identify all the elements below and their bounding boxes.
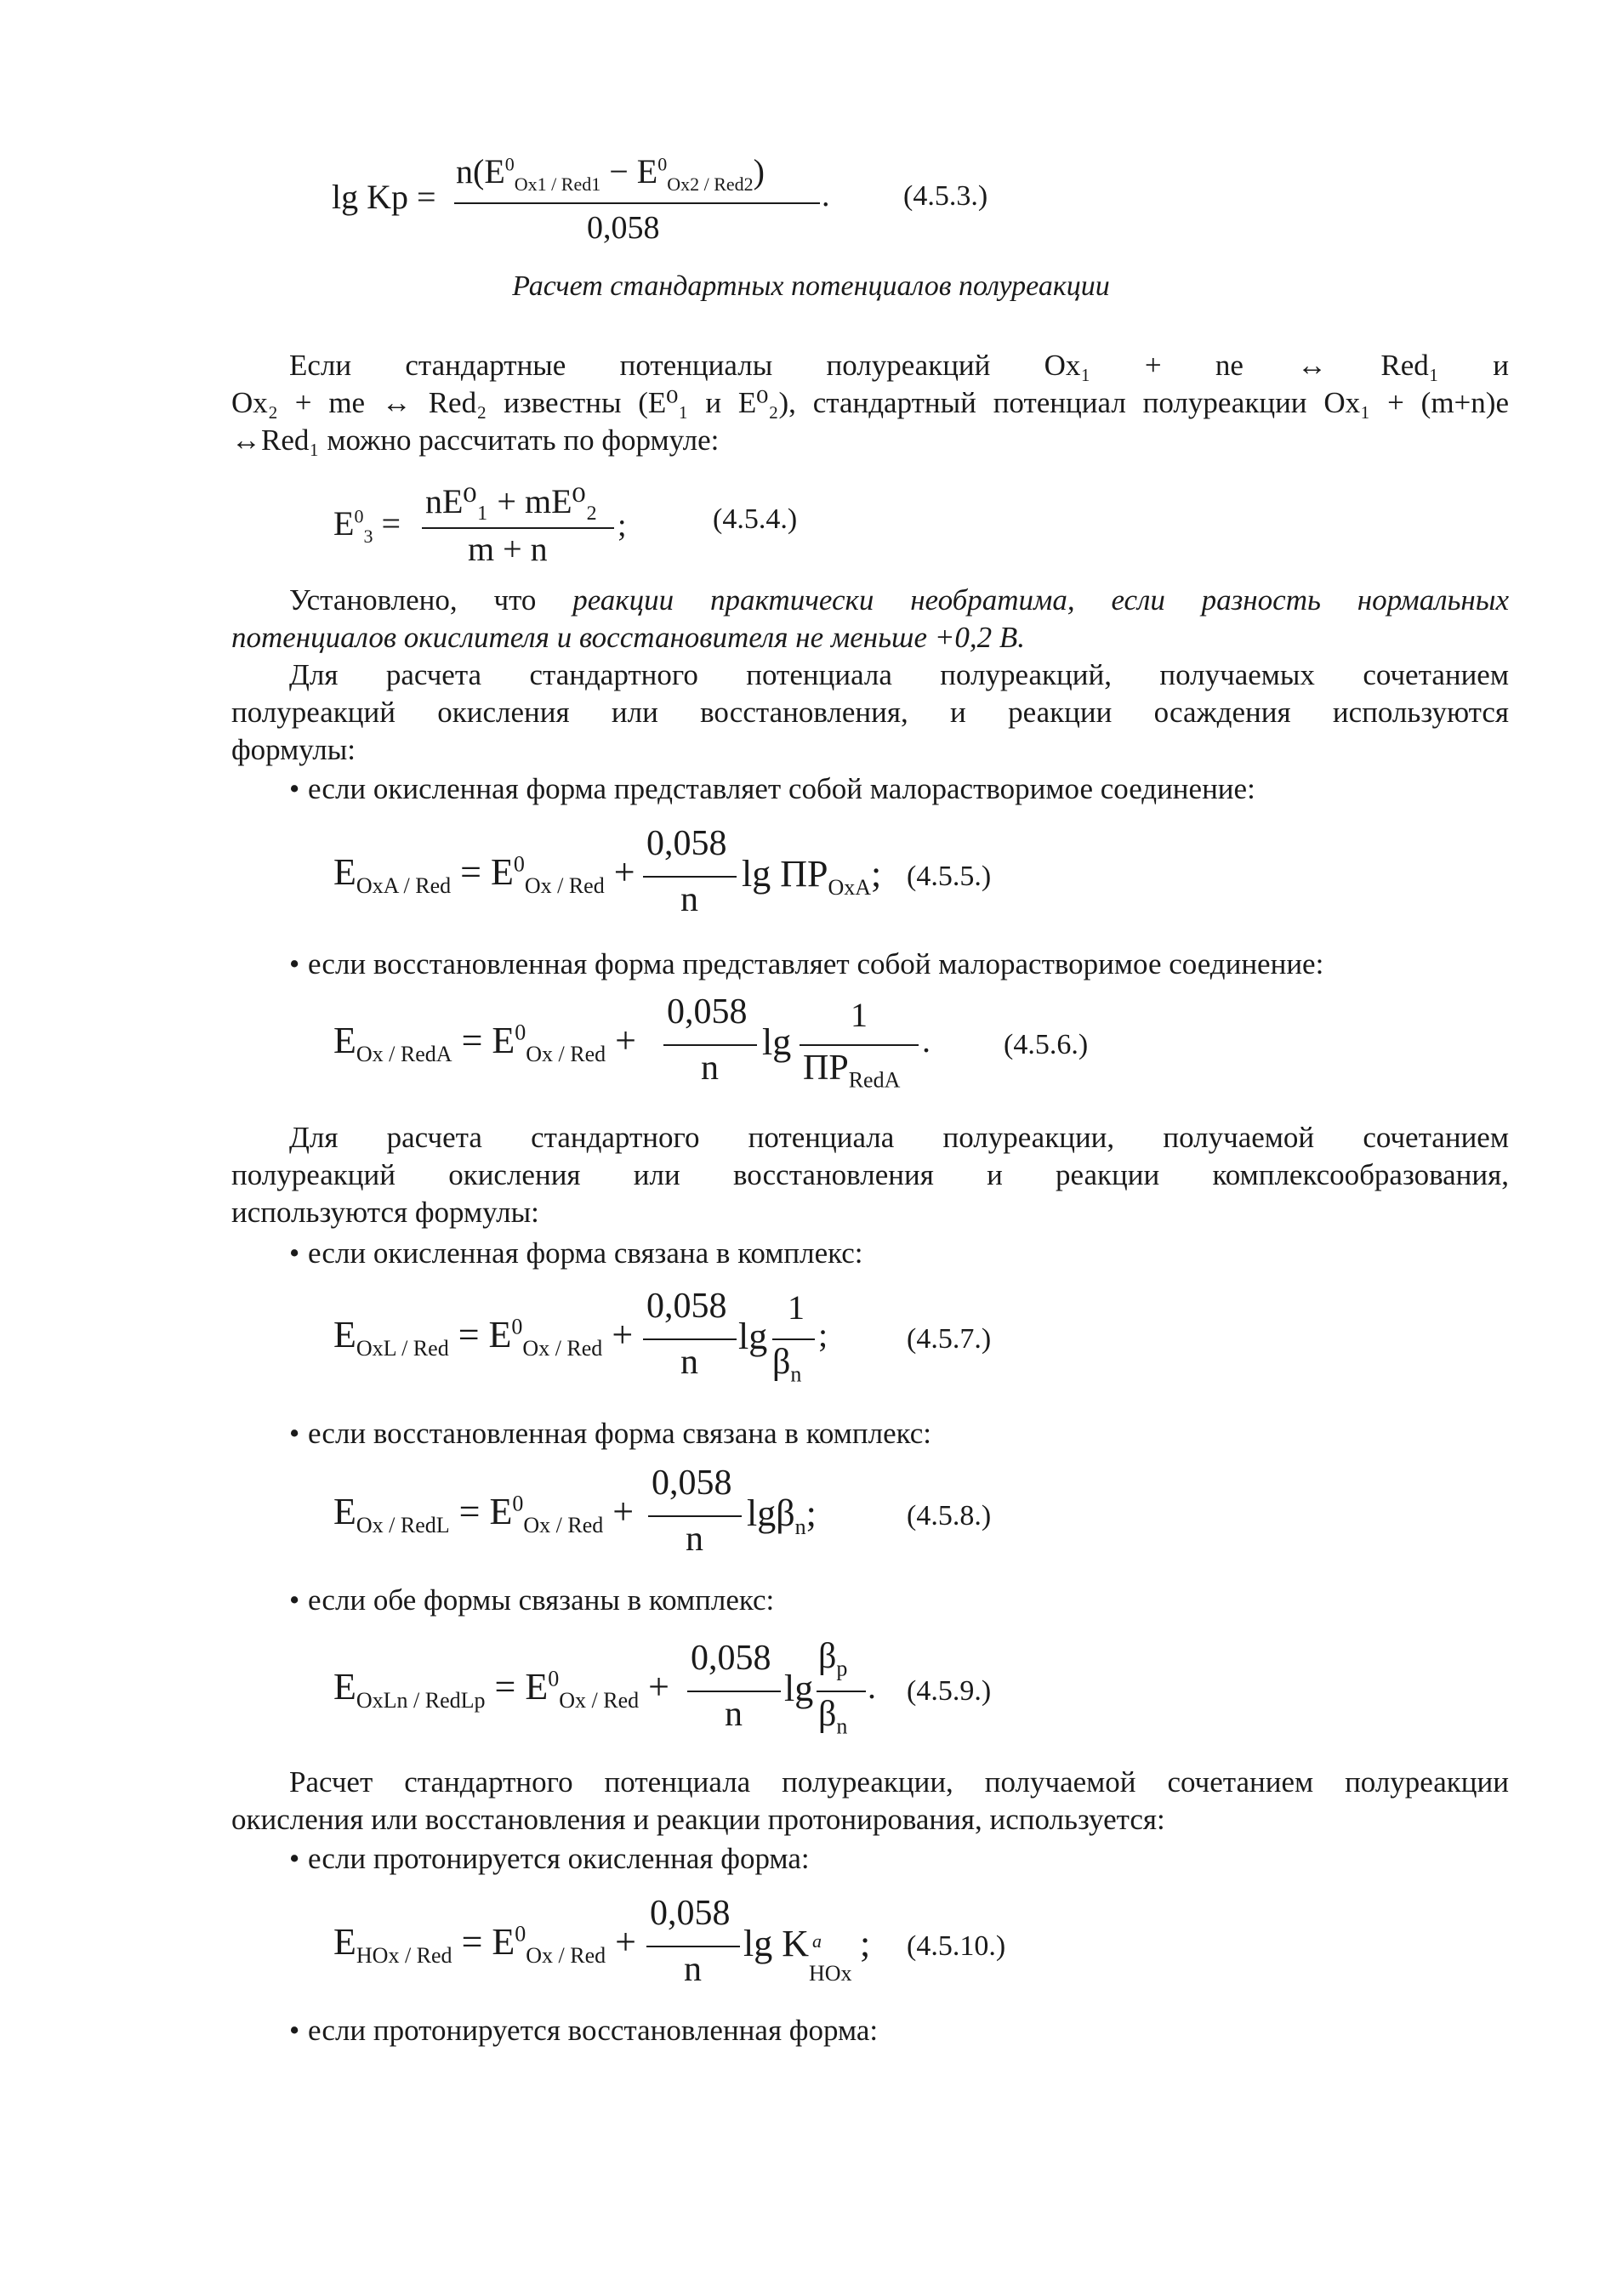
eq-denominator: m + n [468, 530, 548, 568]
eq-numerator: 0,058 [650, 1894, 731, 1933]
paragraph-line: Установлено, что реакции практически необратима, если разность нормальных [289, 583, 1509, 617]
eq-denominator: 0,058 [587, 210, 660, 246]
fraction-bar [800, 1044, 919, 1046]
eq-numerator: 0,058 [667, 992, 748, 1031]
eq-numerator: 0,058 [646, 1287, 727, 1326]
eq-lhs: $E^0_3$ = [333, 504, 401, 547]
bullet-item: • если обе формы связаны в комплекс: [289, 1583, 775, 1617]
paragraph-line: используются формулы: [231, 1196, 539, 1229]
equation-number: (4.5.10.) [907, 1930, 1006, 1962]
fraction-bar [643, 876, 737, 878]
paragraph-2 [231, 582, 1509, 656]
eq-log: $\lg ПР_{OxA}$; [742, 853, 882, 900]
paragraph-line: ↔Red₁ можно рассчитать по формуле: [231, 423, 720, 457]
equation-number: (4.5.8.) [907, 1500, 992, 1532]
eq-denominator: n [725, 1695, 743, 1734]
eq-log: lgβ$_n$; [747, 1492, 817, 1539]
paragraph-line: Ox₂ + me ↔ Red₂ известны (E⁰₁ и E⁰₂), стандартный потенциал полуреакции Ox₁ + (m+n)e [231, 386, 1509, 419]
bullet-item: • если восстановленная форма связана в комплекс: [289, 1417, 932, 1450]
fraction-bar [646, 1946, 740, 1947]
eq-end: . [822, 178, 830, 213]
eq-end: . [868, 1668, 876, 1706]
paragraph-line: полуреакций окисления или восстановления, и реакции осаждения используются [231, 696, 1509, 729]
equation-number: (4.5.3.) [903, 180, 988, 212]
section-heading: Расчет стандартных потенциалов полуреакции [512, 270, 1110, 302]
equation-number: (4.5.9.) [907, 1675, 992, 1707]
fraction-bar [772, 1338, 815, 1340]
eq-numerator: $n(E^0_{Ox1 / Red1} - E^0_{Ox2 / Red2})$ [456, 152, 765, 195]
eq-numerator: 0,058 [646, 824, 727, 863]
paragraph-1 [231, 347, 1509, 459]
eq-inner-numerator: 1 [788, 1288, 805, 1327]
eq-lhs: $E_{Ox / RedL} = E^0_{Ox / Red}$ + [333, 1491, 635, 1537]
eq-log: lg [784, 1668, 814, 1709]
eq-lhs: $E_{OxL / Red} = E^0_{Ox / Red}$ + [333, 1314, 634, 1361]
eq-denominator: n [701, 1049, 719, 1088]
fraction-bar [663, 1044, 757, 1046]
fraction-bar [648, 1515, 742, 1517]
paragraph-line: Если стандартные потенциалы полуреакций Ox₁ + ne ↔ Red₁ и [289, 349, 1509, 382]
eq-log: lg K a HOx ; [743, 1923, 871, 1986]
eq-end: ; [617, 508, 627, 543]
eq-denominator: n [686, 1520, 703, 1559]
eq-denominator: n [684, 1950, 702, 1989]
fraction-bar [817, 1691, 866, 1692]
equation-number: (4.5.5.) [907, 861, 992, 892]
eq-denominator: n [680, 880, 698, 919]
paragraph-5 [231, 1764, 1509, 1839]
eq-denominator: n [680, 1343, 698, 1382]
equation-number: (4.5.4.) [713, 503, 798, 535]
equation-number: (4.5.6.) [1004, 1029, 1089, 1060]
eq-numerator: 0,058 [652, 1463, 732, 1503]
eq-log: lg [738, 1316, 768, 1357]
eq-numerator: nE⁰₁ + mE⁰₂ [425, 482, 598, 520]
eq-lhs: $E_{OxA / Red} = E^0_{Ox / Red}$ + [333, 851, 635, 898]
bullet-item: • если окисленная форма представляет собой малорастворимое соединение: [289, 772, 1255, 805]
eq-numerator: 0,058 [691, 1639, 771, 1678]
bullet-item: • если протонируется окисленная форма: [289, 1842, 810, 1875]
paragraph-line: Для расчета стандартного потенциала полуреакции, получаемой сочетанием [289, 1121, 1509, 1154]
paragraph-line: формулы: [231, 733, 356, 766]
eq-inner-denominator: $\beta_n$ [772, 1343, 802, 1387]
eq-inner-numerator: $\beta_p$ [818, 1637, 848, 1681]
bullet-item: • если протонируется восстановленная форма: [289, 2014, 879, 2047]
eq-inner-numerator: 1 [851, 996, 868, 1034]
paragraph-4 [231, 1119, 1509, 1231]
eq-lhs: lg Kp = [332, 178, 436, 216]
eq-lhs: $E_{Ox / RedA} = E^0_{Ox / Red}$ + [333, 1020, 636, 1066]
eq-end: . [922, 1021, 931, 1060]
eq-inner-denominator: $ПР_{RedA}$ [803, 1049, 901, 1093]
eq-inner-denominator: $\beta_n$ [818, 1695, 848, 1739]
paragraph-line: полуреакций окисления или восстановления и реакции комплексообразования, [231, 1158, 1509, 1191]
paragraph-3 [231, 656, 1509, 769]
bullet-item: • если восстановленная форма представляет собой малорастворимое соединение: [289, 947, 1324, 980]
paragraph-line: Расчет стандартного потенциала полуреакции, получаемой сочетанием полуреакции [289, 1765, 1509, 1799]
eq-lhs: $E_{OxLn / RedLp} = E^0_{Ox / Red}$ + [333, 1666, 669, 1713]
paragraph-line: потенциалов окислителя и восстановителя не меньше +0,2 В. [231, 621, 1025, 654]
paragraph-line: окисления или восстановления и реакции протонирования, используется: [231, 1803, 1165, 1836]
eq-log: lg [762, 1021, 792, 1063]
fraction-bar [687, 1691, 781, 1692]
fraction-bar [643, 1338, 737, 1340]
fraction-bar [454, 202, 820, 204]
eq-lhs: $E_{HOx / Red} = E^0_{Ox / Red}$ + [333, 1921, 636, 1968]
bullet-item: • если окисленная форма связана в комплекс: [289, 1236, 863, 1270]
equation-number: (4.5.7.) [907, 1323, 992, 1355]
paragraph-line: Для расчета стандартного потенциала полуреакций, получаемых сочетанием [289, 658, 1509, 691]
eq-end: ; [818, 1316, 828, 1354]
